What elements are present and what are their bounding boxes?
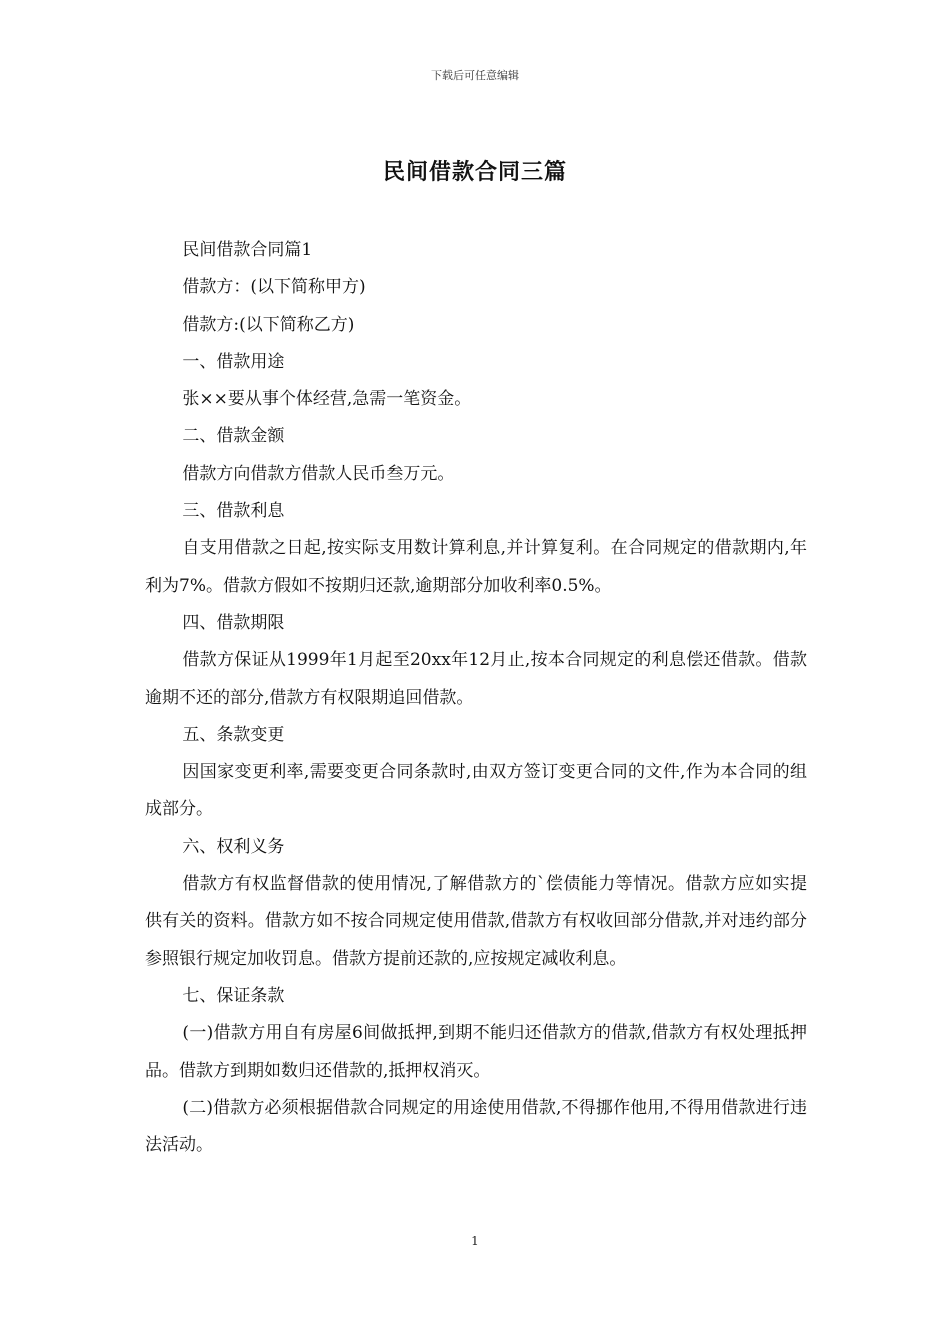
clause-text: (二)借款方必须根据借款合同规定的用途使用借款,不得挪作他用,不得用借款进行违法活动。 <box>145 1097 807 1156</box>
clause-text: 借款方保证从1999年1月起至20xx年12月止,按本合同规定的利息偿还借款。借款逾期不还的部分,借款方有权限期追回借款。 <box>145 650 807 708</box>
clause-text: 借款方向借款方借款人民币叁万元。 <box>182 463 455 484</box>
clause-heading: 三、借款利息 <box>182 501 285 522</box>
clause-text: 借款方有权监督借款的使用情况,了解借款方的`偿债能力等情况。借款方应如实提供有关的资料。借款方如不按合同规定使用借款,借款方有权收回部分借款,并对违约部分参照银行规定加收罚息。借款方提前还款的,应按规定减收利息。 <box>145 874 807 969</box>
clause-heading: 七、保证条款 <box>182 985 285 1006</box>
header-note: 下载后可任意编辑 <box>431 69 519 82</box>
document-body <box>145 232 807 1164</box>
clause-heading: 六、权利义务 <box>182 836 285 857</box>
page-number: 1 <box>471 1234 479 1248</box>
section-heading: 民间借款合同篇1 <box>182 240 313 260</box>
party-line: 借款方:(以下简称乙方) <box>182 314 355 335</box>
clause-text: 自支用借款之日起,按实际支用数计算利息,并计算复利。在合同规定的借款期内,年利为7%。借款方假如不按期归还款,逾期部分加收利率0.5%。 <box>145 538 807 596</box>
clause-heading: 一、借款用途 <box>182 351 285 372</box>
clause-heading: 二、借款金额 <box>182 426 285 447</box>
clause-text: 张××要从事个体经营,急需一笔资金。 <box>182 389 472 410</box>
clause-text: (一)借款方用自有房屋6间做抵押,到期不能归还借款方的借款,借款方有权处理抵押品。借款方到期如数归还借款的,抵押权消灭。 <box>145 1023 807 1081</box>
document-title: 民间借款合同三篇 <box>382 160 567 185</box>
clause-heading: 五、条款变更 <box>182 724 285 745</box>
clause-heading: 四、借款期限 <box>182 612 285 633</box>
party-line: 借款方：(以下简称甲方) <box>182 277 366 298</box>
clause-text: 因国家变更利率,需要变更合同条款时,由双方签订变更合同的文件,作为本合同的组成部分。 <box>145 762 807 820</box>
